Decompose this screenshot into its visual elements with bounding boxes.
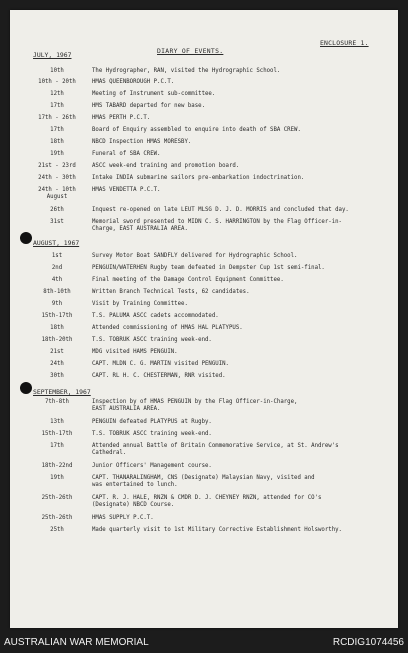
entry-date: 18th — [50, 139, 64, 145]
entry-text: T.S. PALUMA ASCC cadets accommodated. — [92, 313, 219, 319]
entry-text: MDG visited HAMS PENGUIN. — [92, 349, 178, 355]
punch-hole — [20, 382, 32, 394]
entry-date: 19th — [50, 151, 64, 157]
entry-text: CAPT. THANARALINGHAM, CNS (Designate) Malaysian Navy, visited and was entertained to lunch. — [92, 475, 315, 488]
entry-text: Made quarterly visit to 1st Military Corrective Establishment Holsworthy. — [92, 527, 342, 533]
entry-date: 4th — [51, 277, 63, 283]
entry-date: 1st — [51, 253, 63, 259]
entry-text: Survey Motor Boat SANDFLY delivered for Hydrographic School. — [92, 253, 298, 259]
entry-text: Memorial sword presented to MIDN C. S. HARRINGTON by the Flag Officer-in- Charge, EAST AUSTRALIA AREA. — [92, 219, 342, 232]
entry-date: 17th — [50, 103, 64, 109]
entry-text: Written Branch Technical Tests, 62 candidates. — [92, 289, 250, 295]
entry-text: The Hydrographer, RAN, visited the Hydrographic School. — [92, 68, 281, 74]
month-heading-august: AUGUST, 1967 — [33, 239, 80, 247]
entry-date: 25th — [50, 527, 64, 533]
entry-date: 19th — [50, 475, 64, 481]
entry-date: 25th-26th — [41, 495, 73, 501]
entry-date: 15th-17th — [41, 431, 73, 437]
entry-text: Funeral of SBA CREW. — [92, 151, 161, 157]
entry-text: Junior Officers' Management course. — [92, 463, 212, 469]
entry-text: CAPT. MLDN C. G. MARTIN visited PENGUIN. — [92, 361, 229, 367]
entry-date: 24th - 10th August — [38, 187, 76, 200]
entry-date: 8th-10th — [43, 289, 71, 295]
entry-date: 10th — [50, 68, 64, 74]
entry-text: ASCC week-end training and promotion board. — [92, 163, 240, 169]
entry-text: NBCD Inspection HMAS MORESBY. — [92, 139, 192, 145]
entry-date: 2nd — [51, 265, 63, 271]
entry-date: 24th — [50, 361, 64, 367]
entry-date: 31st — [50, 219, 64, 225]
entry-date: 18th — [50, 325, 64, 331]
entry-date: 12th — [50, 91, 64, 97]
entry-text: HMAS QUEENBOROUGH P.C.T. — [92, 79, 175, 85]
footer-bar — [0, 632, 408, 653]
entry-date: 17th — [50, 443, 64, 449]
entry-date: 26th — [50, 207, 64, 213]
entry-text: Attended commissioning of HMAS HAL PLATYPUS. — [92, 325, 243, 331]
entry-text: PENGUIN/WATERHEN Rugby team defeated in Dempster Cup 1st semi-final. — [92, 265, 325, 271]
entry-date: 17th - 26th — [38, 115, 76, 121]
entry-text: Inspection by of HMAS PENGUIN by the Flag Officer-in-Charge, EAST AUSTRALIA AREA. — [92, 399, 298, 412]
entry-text: Visit by Training Committee. — [92, 301, 188, 307]
entry-date: 18th-20th — [41, 337, 73, 343]
entry-date: 15th-17th — [41, 313, 73, 319]
diary-title: DIARY OF EVENTS. — [157, 47, 224, 55]
footer-source-label: AUSTRALIAN WAR MEMORIAL — [4, 637, 149, 648]
entry-text: T.S. TOBRUK ASCC training week-end. — [92, 337, 212, 343]
entry-text: CAPT. R. J. HALE, RNZN & CMDR D. J. CHEYNEY RNZN, attended for CO's (Designate) NBCD Course. — [92, 495, 322, 508]
entry-date: 18th-22nd — [41, 463, 73, 469]
entry-date: 13th — [50, 419, 64, 425]
entry-text: PENGUIN defeated PLATYPUS at Rugby. — [92, 419, 212, 425]
entry-date: 30th — [50, 373, 64, 379]
document-page — [10, 10, 398, 628]
entry-date: 10th - 20th — [38, 79, 76, 85]
entry-text: CAPT. RL H. C. CHESTERMAN, RNR visited. — [92, 373, 226, 379]
entry-date: 25th-26th — [41, 515, 73, 521]
entry-text: Final meeting of the Damage Control Equipment Committee. — [92, 277, 284, 283]
entry-text: T.S. TOBRUK ASCC training week-end. — [92, 431, 212, 437]
entry-date: 7th-8th — [45, 399, 69, 405]
month-heading-july: JULY, 1967 — [33, 51, 72, 59]
month-heading-september: SEPTEMBER, 1967 — [33, 388, 91, 396]
punch-hole — [20, 232, 32, 244]
entry-text: HMS TABARD departed for new base. — [92, 103, 205, 109]
entry-date: 9th — [51, 301, 63, 307]
entry-date: 21st — [50, 349, 64, 355]
entry-text: HMAS VENDETTA P.C.T. — [92, 187, 161, 193]
entry-text: Attended annual Battle of Britain Commemorative Service, at St. Andrew's Cathedral. — [92, 443, 339, 456]
entry-text: Meeting of Instrument sub-committee. — [92, 91, 216, 97]
footer-record-id: RCDIG1074456 — [332, 637, 404, 648]
entry-text: Inquest re-opened on late LEUT MLSG D. J. D. MORRIS and concluded that day. — [92, 207, 349, 213]
entry-text: Intake INDIA submarine sailors pre-embarkation indoctrination. — [92, 175, 305, 181]
entry-text: HMAS SUPPLY P.C.T. — [92, 515, 154, 521]
entry-date: 24th - 30th — [38, 175, 76, 181]
entry-text: Board of Enquiry assembled to enquire into death of SBA CREW. — [92, 127, 301, 133]
entry-text: HMAS PERTH P.C.T. — [92, 115, 151, 121]
enclosure-label: ENCLOSURE 1. — [320, 39, 369, 47]
entry-date: 21st - 23rd — [38, 163, 76, 169]
entry-date: 17th — [50, 127, 64, 133]
